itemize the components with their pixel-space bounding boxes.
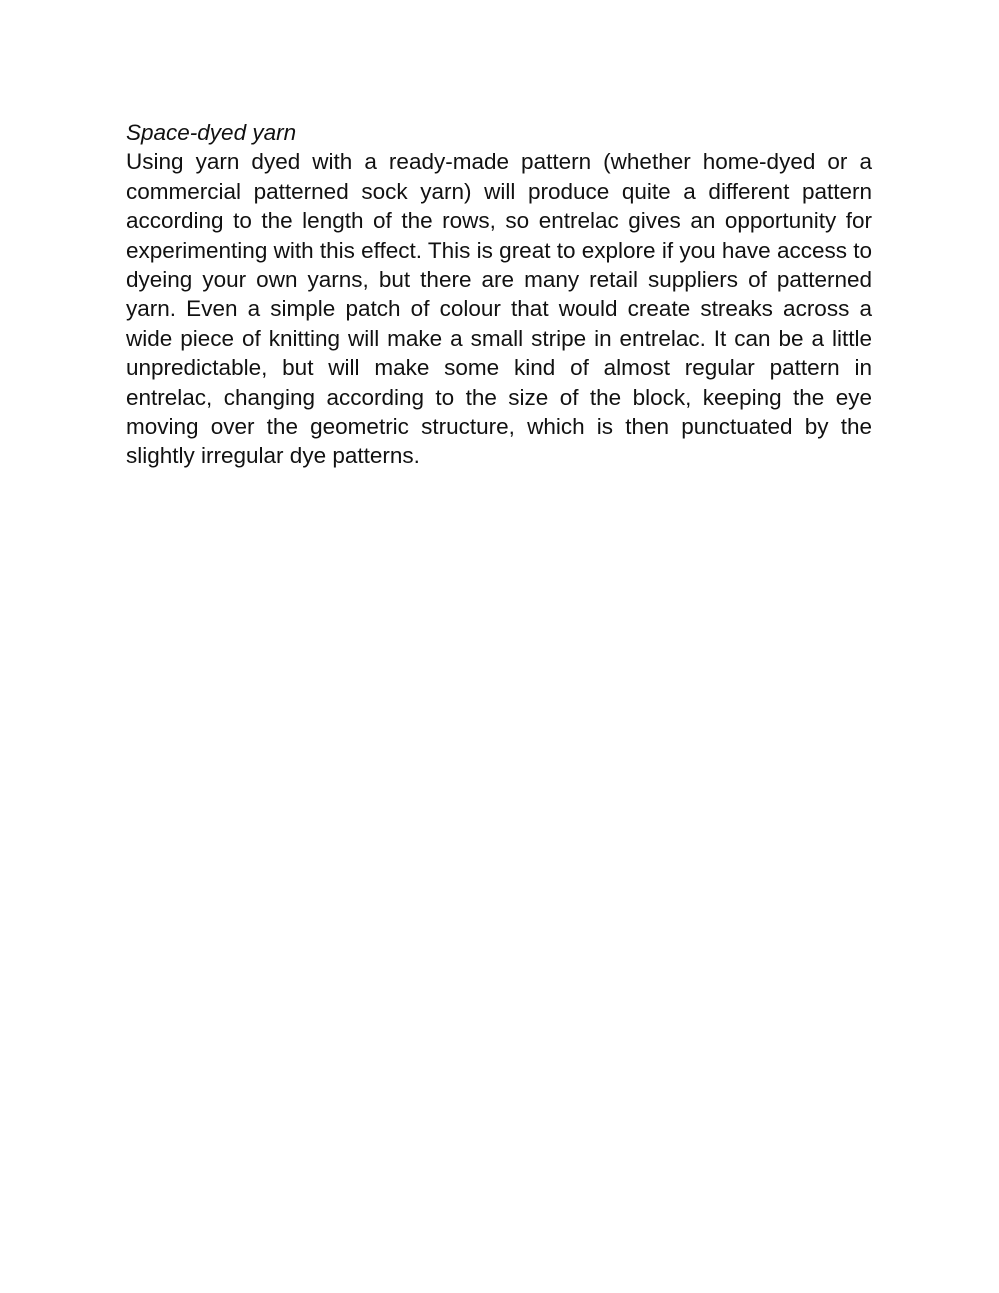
section-heading: Space-dyed yarn [126, 120, 297, 145]
body-paragraph: Using yarn dyed with a ready-made pattern (whether home-dyed or a commercial patterned sock yarn) will produce quite a different pattern according to the length of the rows, so entrelac gives an opportunity for experimenting with this effect. This is great to explore if you have access to dyeing your own yarns, but there are many retail suppliers of patterned yarn. Even a simple patch of colour that would create streaks across a wide piece of knitting will make a small stripe in entrelac. It can be a little unpredictable, but will make some kind of almost regular pattern in entrelac, changing according to the size of the block, keeping the eye moving over the geometric structure, which is then punctuated by the slightly irregular dye patterns. [126, 149, 872, 469]
text-block [126, 118, 872, 471]
